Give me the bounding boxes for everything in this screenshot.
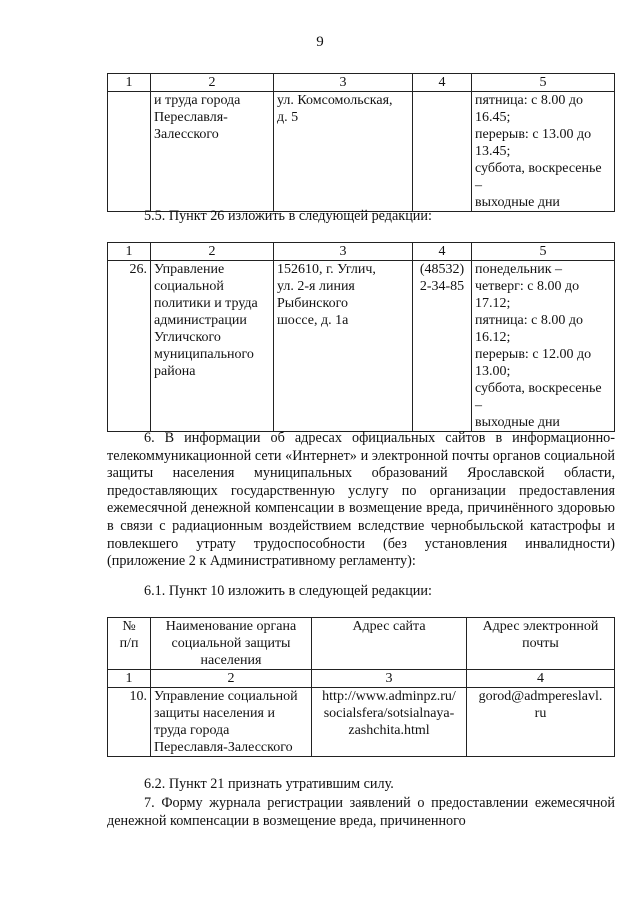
table-number-row xyxy=(108,670,615,688)
cell-site-url: http://www.adminpz.ru/ socialsfera/sotsialnaya- zashchita.html xyxy=(312,688,467,757)
table-item-10 xyxy=(107,617,615,757)
col-header-4: 4 xyxy=(413,74,472,92)
col-header-5: 5 xyxy=(472,243,615,261)
col-header-2: 2 xyxy=(151,74,274,92)
cell-phone: (48532) 2-34-85 xyxy=(413,261,472,432)
col-header-3: 3 xyxy=(274,243,413,261)
table-continuation xyxy=(107,73,615,212)
cell-email: gorod@admpereslavl. ru xyxy=(467,688,615,757)
col-header-number: № п/п xyxy=(108,618,151,670)
paragraph-6-1: 6.1. Пункт 10 изложить в следующей редакции: xyxy=(144,583,432,599)
cell-hours: пятница: с 8.00 до 16.45; перерыв: с 13.00 до 13.45; суббота, воскресенье – выходные дни xyxy=(472,92,615,212)
col-header-2: 2 xyxy=(151,243,274,261)
cell-organization: Управление социальной политики и труда администрации Угличского муниципального района xyxy=(151,261,274,432)
col-number-2: 2 xyxy=(151,670,312,688)
cell-phone xyxy=(413,92,472,212)
col-header-1: 1 xyxy=(108,74,151,92)
cell-address: 152610, г. Углич, ул. 2-я линия Рыбинского шоссе, д. 1а xyxy=(274,261,413,432)
col-header-email: Адрес электронной почты xyxy=(467,618,615,670)
page-number: 9 xyxy=(316,34,324,50)
col-number-1: 1 xyxy=(108,670,151,688)
cell-num: 26. xyxy=(108,261,151,432)
cell-address: ул. Комсомольская, д. 5 xyxy=(274,92,413,212)
col-number-4: 4 xyxy=(467,670,615,688)
cell-num: 10. xyxy=(108,688,151,757)
cell-num xyxy=(108,92,151,212)
paragraph-6: 6. В информации об адресах официальных сайтов в информационно-телекоммуникационной сети «Интернет» и электронной почты органов социальной защиты населения муниципальных образований Ярославской области, предоставляющих государственную услугу по организации предоставления ежемесячной денежной компенсации в возмещение вреда, причинённого здоровью в связи с радиационным воздействием вследствие чернобыльской катастрофы и повлекшего утрату трудоспособности (без установления инвалидности) (приложение 2 к Административному регламенту): xyxy=(107,430,615,570)
col-header-site: Адрес сайта xyxy=(312,618,467,670)
table-header-row xyxy=(108,74,615,92)
table-row xyxy=(108,92,615,212)
paragraph-6-2: 6.2. Пункт 21 признать утратившим силу. xyxy=(144,776,394,792)
table-header-row xyxy=(108,618,615,670)
table-item-26 xyxy=(107,242,615,432)
col-header-4: 4 xyxy=(413,243,472,261)
col-header-organ-name: Наименование органа социальной защиты населения xyxy=(151,618,312,670)
paragraph-5-5: 5.5. Пункт 26 изложить в следующей редакции: xyxy=(144,208,432,224)
paragraph-7: 7. Форму журнала регистрации заявлений о предоставлении ежемесячной денежной компенсации в возмещение вреда, причиненного xyxy=(107,795,615,829)
table-header-row xyxy=(108,243,615,261)
col-header-5: 5 xyxy=(472,74,615,92)
col-header-3: 3 xyxy=(274,74,413,92)
table-row xyxy=(108,261,615,432)
col-header-1: 1 xyxy=(108,243,151,261)
cell-organization: Управление социальной защиты населения и труда города Переславля-Залесского xyxy=(151,688,312,757)
cell-hours: понедельник – четверг: с 8.00 до 17.12; пятница: с 8.00 до 16.12; перерыв: с 12.00 до 13.00; суббота, воскресенье – выходные дни xyxy=(472,261,615,432)
cell-organization: и труда города Переславля- Залесского xyxy=(151,92,274,212)
table-row xyxy=(108,688,615,757)
col-number-3: 3 xyxy=(312,670,467,688)
